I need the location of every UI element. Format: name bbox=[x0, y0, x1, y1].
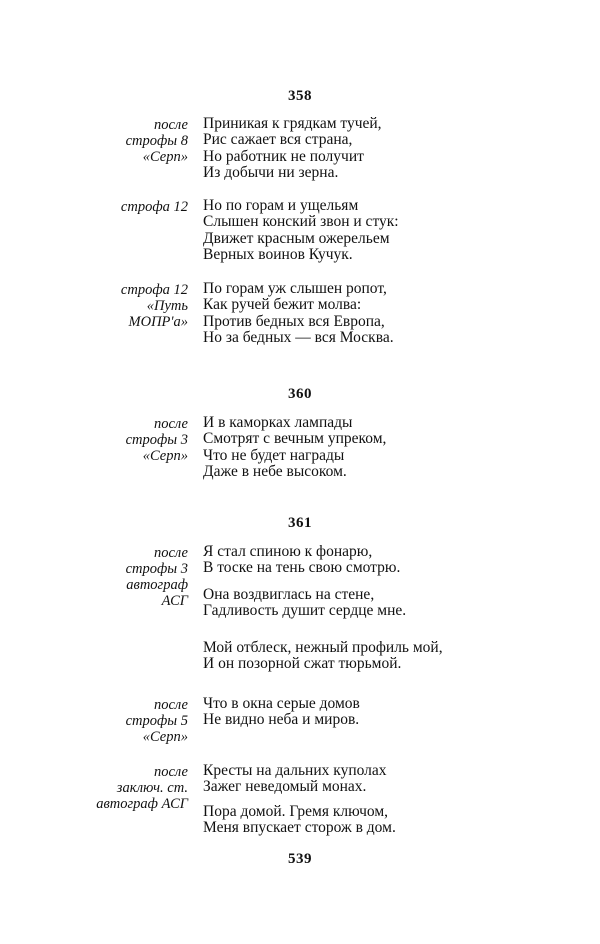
verse-line: Она воздвиглась на стене, bbox=[203, 586, 375, 603]
verse-line: И в каморках лампады bbox=[203, 414, 353, 431]
section-number: 360 bbox=[288, 386, 312, 402]
label-line: после bbox=[153, 416, 188, 432]
label-line: АСГ bbox=[161, 593, 188, 609]
verse-stanza bbox=[203, 763, 387, 796]
verse-stanza bbox=[203, 281, 394, 346]
verse-line: Не видно неба и миров. bbox=[203, 711, 360, 729]
verse-line: Но за бедных — вся Москва. bbox=[203, 328, 394, 346]
verse-line: В тоске на тень свою смотрю. bbox=[203, 559, 401, 577]
label-line: строфы 5 bbox=[125, 713, 188, 729]
label-line: автограф bbox=[126, 577, 188, 593]
verse-stanza bbox=[203, 544, 400, 577]
variant-source-label bbox=[0, 416, 188, 464]
verse-stanza bbox=[203, 198, 399, 263]
verse-line: Из добычи ни зерна. bbox=[203, 163, 339, 181]
variant-source-label bbox=[0, 697, 188, 745]
label-line: после bbox=[153, 697, 188, 713]
verse-line: Пора домой. Гремя ключом, bbox=[203, 803, 389, 820]
section-number: 358 bbox=[288, 88, 312, 104]
label-line: «Серп» bbox=[142, 729, 188, 745]
verse-line: Даже в небе высоком. bbox=[203, 462, 347, 480]
variant-source-label bbox=[0, 545, 188, 609]
label-line: строфа 12 bbox=[120, 199, 188, 215]
verse-line: Но работник не получит bbox=[203, 147, 364, 165]
verse-stanza bbox=[203, 640, 443, 673]
verse-stanza bbox=[203, 587, 406, 620]
section-number: 361 bbox=[288, 515, 312, 531]
verse-line: Верных воинов Кучук. bbox=[203, 245, 353, 263]
verse-line: Что в окна серые домов bbox=[203, 695, 360, 712]
label-line: после bbox=[153, 764, 188, 780]
page-number: 539 bbox=[288, 851, 312, 867]
label-line: строфы 3 bbox=[125, 561, 188, 577]
verse-line: Зажег неведомый монах. bbox=[203, 778, 367, 796]
variant-source-label bbox=[0, 282, 188, 330]
verse-line: Гадливость душит сердце мне. bbox=[203, 602, 407, 620]
verse-stanza bbox=[203, 415, 386, 480]
label-line: МОПР'а» bbox=[128, 314, 188, 330]
variant-source-label bbox=[0, 199, 188, 215]
label-line: после bbox=[153, 117, 188, 133]
verse-line: Меня впускает сторож в дом. bbox=[203, 819, 396, 837]
verse-line: Движет красным ожерельем bbox=[203, 229, 390, 247]
verse-line: Мой отблеск, нежный профиль мой, bbox=[203, 639, 443, 656]
label-line: заключ. ст. bbox=[116, 780, 188, 796]
label-line: строфа 12 bbox=[120, 282, 188, 298]
verse-line: Как ручей бежит молва: bbox=[203, 296, 362, 314]
label-line: после bbox=[153, 545, 188, 561]
verse-stanza bbox=[203, 804, 396, 837]
verse-line: И он позорной сжат тюрьмой. bbox=[203, 655, 402, 673]
verse-stanza bbox=[203, 116, 382, 181]
verse-line: По горам уж слышен ропот, bbox=[203, 280, 387, 297]
verse-line: Что не будет награды bbox=[203, 446, 345, 464]
verse-line: Кресты на дальних куполах bbox=[203, 762, 387, 779]
label-line: «Серп» bbox=[142, 448, 188, 464]
label-line: строфы 8 bbox=[125, 133, 188, 149]
label-line: «Серп» bbox=[142, 149, 188, 165]
label-line: автограф АСГ bbox=[96, 796, 188, 812]
verse-line: Приникая к грядкам тучей, bbox=[203, 115, 382, 132]
verse-line: Я стал спиною к фонарю, bbox=[203, 543, 373, 560]
variant-source-label bbox=[0, 764, 188, 812]
label-line: «Путь bbox=[146, 298, 188, 314]
verse-line: Рис сажает вся страна, bbox=[203, 131, 353, 149]
verse-line: Смотрят с вечным упреком, bbox=[203, 430, 387, 448]
verse-line: Но по горам и ущельям bbox=[203, 197, 359, 214]
label-line: строфы 3 bbox=[125, 432, 188, 448]
variant-source-label bbox=[0, 117, 188, 165]
verse-stanza bbox=[203, 696, 360, 729]
verse-line: Против бедных вся Европа, bbox=[203, 312, 385, 330]
verse-line: Слышен конский звон и стук: bbox=[203, 213, 399, 231]
